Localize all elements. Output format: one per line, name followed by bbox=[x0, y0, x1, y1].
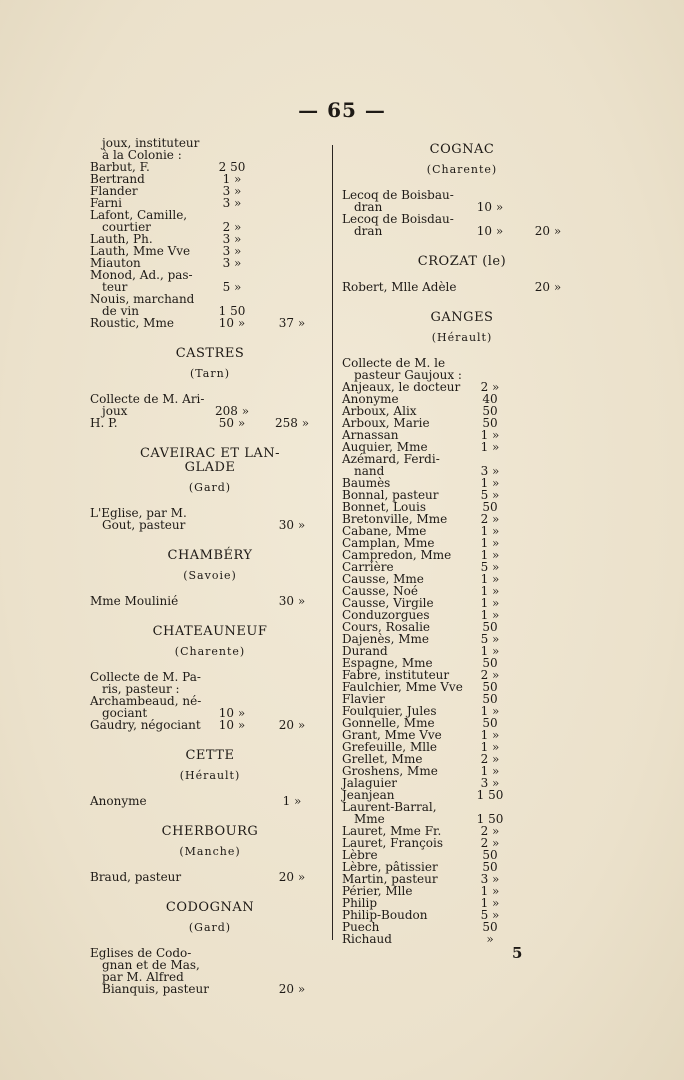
entry-row bbox=[342, 933, 582, 945]
section-title: CASTRES bbox=[175, 346, 245, 361]
section-region: (Tarn) bbox=[190, 367, 230, 380]
entry-row bbox=[90, 983, 330, 995]
entry-amount: 2 50 bbox=[218, 160, 246, 174]
entry-row bbox=[90, 417, 330, 429]
entry-subtotal: 30 » bbox=[278, 518, 306, 532]
entry-name: teur bbox=[102, 280, 128, 294]
section-region: (Hérault) bbox=[179, 769, 241, 782]
entry-amount: 2 » bbox=[480, 836, 500, 850]
entry-amount: 2 » bbox=[480, 380, 500, 394]
section-title: CAVEIRAC ET LAN- bbox=[139, 446, 281, 461]
entry-amount: 1 » bbox=[480, 596, 500, 610]
entry-name: Collecte de M. Ari- bbox=[90, 392, 205, 406]
entry-name: Bertrand bbox=[90, 172, 145, 186]
entry-amount: 2 » bbox=[480, 752, 500, 766]
entry-name: ris, pasteur : bbox=[102, 682, 180, 696]
entry-amount: 1 » bbox=[480, 548, 500, 562]
entry-row bbox=[342, 225, 582, 237]
entry-name: Martin, pasteur bbox=[342, 872, 438, 886]
entry-amount: 10 » bbox=[218, 316, 246, 330]
section-title: CHAMBÉRY bbox=[167, 548, 253, 563]
footer-number: 5 bbox=[512, 944, 523, 962]
entry-amount: 50 bbox=[482, 860, 498, 874]
entry-name: Espagne, Mme bbox=[342, 656, 433, 670]
entry-subtotal: 1 » bbox=[282, 794, 302, 808]
entry-row bbox=[90, 185, 330, 197]
entry-name: Anonyme bbox=[342, 392, 399, 406]
entry-row bbox=[342, 281, 582, 293]
entry-amount: 5 » bbox=[480, 632, 500, 646]
entry-amount: 1 50 bbox=[218, 304, 246, 318]
entry-amount: 1 » bbox=[480, 572, 500, 586]
entry-name: Archambeaud, né- bbox=[90, 694, 202, 708]
entry-amount: 10 » bbox=[476, 200, 504, 214]
entry-amount: 1 » bbox=[480, 704, 500, 718]
entry-name: gociant bbox=[102, 706, 148, 720]
section-title: CHATEAUNEUF bbox=[152, 624, 268, 639]
entry-name: Arboux, Alix bbox=[342, 404, 417, 418]
entry-name: Baumès bbox=[342, 476, 391, 490]
entry-name: Dajenès, Mme bbox=[342, 632, 429, 646]
entry-amount: 5 » bbox=[480, 488, 500, 502]
entry-subtotal: 20 » bbox=[534, 280, 562, 294]
entry-name: Jalaguier bbox=[342, 776, 398, 790]
entry-amount: 10 » bbox=[218, 718, 246, 732]
entry-name: Barbut, F. bbox=[90, 160, 150, 174]
entry-amount: 10 » bbox=[476, 224, 504, 238]
entry-name: Durand bbox=[342, 644, 388, 658]
entry-subtotal: 20 » bbox=[534, 224, 562, 238]
section-region: (Gard) bbox=[188, 481, 232, 494]
entry-name: joux, instituteur bbox=[102, 136, 200, 150]
entry-name: de vin bbox=[102, 304, 139, 318]
entry-name: dran bbox=[354, 224, 383, 238]
entry-name: Jeanjean bbox=[342, 788, 395, 802]
entry-row bbox=[342, 837, 582, 849]
entry-name: Collecte de M. Pa- bbox=[90, 670, 201, 684]
entry-name: Roustic, Mme bbox=[90, 316, 174, 330]
section-title: GANGES bbox=[430, 310, 494, 325]
entry-name: Miauton bbox=[90, 256, 141, 270]
entry-name: Carrière bbox=[342, 560, 394, 574]
entry-amount: 10 » bbox=[218, 706, 246, 720]
entry-amount: 2 » bbox=[222, 220, 242, 234]
entry-amount: 5 » bbox=[480, 560, 500, 574]
entry-name: H. P. bbox=[90, 416, 118, 430]
entry-row bbox=[90, 595, 330, 607]
section-title: CROZAT (le) bbox=[417, 254, 507, 269]
entry-name: Flander bbox=[90, 184, 138, 198]
entry-amount: 3 » bbox=[480, 776, 500, 790]
entry-amount: 2 » bbox=[480, 512, 500, 526]
entry-row bbox=[90, 519, 330, 531]
entry-name: Gonnelle, Mme bbox=[342, 716, 435, 730]
entry-name: Lauret, Mme Fr. bbox=[342, 824, 442, 838]
entry-name: Anjeaux, le docteur bbox=[342, 380, 461, 394]
entry-name: Mme bbox=[354, 812, 385, 826]
section-title: CODOGNAN bbox=[165, 900, 255, 915]
entry-amount: 3 » bbox=[480, 464, 500, 478]
entry-name: Faulchier, Mme Vve bbox=[342, 680, 463, 694]
entry-row bbox=[342, 885, 582, 897]
entry-name: Causse, Virgile bbox=[342, 596, 434, 610]
entry-name: Braud, pasteur bbox=[90, 870, 182, 884]
entry-amount: 50 bbox=[482, 404, 498, 418]
entry-name: nand bbox=[354, 464, 385, 478]
entry-subtotal: 20 » bbox=[278, 982, 306, 996]
entry-amount: 3 » bbox=[480, 872, 500, 886]
entry-amount: 1 » bbox=[480, 896, 500, 910]
entry-name: Campredon, Mme bbox=[342, 548, 452, 562]
entry-name: Farni bbox=[90, 196, 122, 210]
entry-name: Azémard, Ferdi- bbox=[342, 452, 440, 466]
entry-name: Lecoq de Boisdau- bbox=[342, 212, 454, 226]
entry-amount: 50 bbox=[482, 920, 498, 934]
entry-amount: 1 » bbox=[480, 608, 500, 622]
section-title: COGNAC bbox=[429, 142, 495, 157]
entry-row bbox=[90, 719, 330, 731]
entry-name: Grefeuille, Mlle bbox=[342, 740, 438, 754]
left-column bbox=[90, 137, 330, 995]
entry-name: Périer, Mlle bbox=[342, 884, 413, 898]
entry-amount: 1 » bbox=[480, 644, 500, 658]
entry-name: Nouis, marchand bbox=[90, 292, 195, 306]
entry-amount: 208 » bbox=[214, 404, 250, 418]
entry-amount: 50 bbox=[482, 680, 498, 694]
entry-name: Monod, Ad., pas- bbox=[90, 268, 193, 282]
section-region: (Hérault) bbox=[431, 331, 493, 344]
entry-amount: 1 50 bbox=[476, 812, 504, 826]
entry-name: Flavier bbox=[342, 692, 385, 706]
entry-name: Lèbre bbox=[342, 848, 378, 862]
entry-amount: 50 bbox=[482, 416, 498, 430]
entry-amount: 1 » bbox=[480, 728, 500, 742]
entry-amount: 1 » bbox=[480, 536, 500, 550]
entry-name: Foulquier, Jules bbox=[342, 704, 437, 718]
entry-amount: 50 bbox=[482, 656, 498, 670]
entry-amount: 40 bbox=[482, 392, 498, 406]
entry-name: Grellet, Mme bbox=[342, 752, 423, 766]
entry-name: gnan et de Mas, bbox=[102, 958, 200, 972]
entry-name: Robert, Mlle Adèle bbox=[342, 280, 457, 294]
entry-amount: 3 » bbox=[222, 196, 242, 210]
entry-name: Lèbre, pâtissier bbox=[342, 860, 438, 874]
entry-name: Conduzorgues bbox=[342, 608, 430, 622]
entry-amount: 50 bbox=[482, 716, 498, 730]
entry-name: Lecoq de Boisbau- bbox=[342, 188, 454, 202]
entry-amount: 50 bbox=[482, 500, 498, 514]
entry-name: Lafont, Camille, bbox=[90, 208, 188, 222]
entry-name: Lauret, François bbox=[342, 836, 444, 850]
entry-subtotal: 30 » bbox=[278, 594, 306, 608]
entry-name: Causse, Mme bbox=[342, 572, 424, 586]
page-number: — 65 — bbox=[298, 98, 386, 122]
section-title: CHERBOURG bbox=[161, 824, 259, 839]
entry-name: Mme Moulinié bbox=[90, 594, 179, 608]
entry-name: L'Eglise, par M. bbox=[90, 506, 187, 520]
section-title-cont: GLADE bbox=[184, 460, 236, 475]
entry-name: Richaud bbox=[342, 932, 392, 946]
entry-amount: 50 bbox=[482, 848, 498, 862]
entry-name: Philip-Boudon bbox=[342, 908, 428, 922]
entry-name: Laurent-Barral, bbox=[342, 800, 437, 814]
entry-name: Puech bbox=[342, 920, 380, 934]
entry-row bbox=[90, 795, 330, 807]
entry-amount: » bbox=[486, 932, 494, 946]
entry-amount: 1 » bbox=[480, 740, 500, 754]
right-column bbox=[342, 137, 582, 945]
entry-name: Arboux, Marie bbox=[342, 416, 430, 430]
entry-amount: 1 » bbox=[480, 884, 500, 898]
entry-name: Bretonville, Mme bbox=[342, 512, 448, 526]
entry-subtotal: 258 » bbox=[274, 416, 310, 430]
entry-name: par M. Alfred bbox=[102, 970, 184, 984]
entry-amount: 2 » bbox=[480, 668, 500, 682]
entry-amount: 3 » bbox=[222, 232, 242, 246]
entry-name: Causse, Noé bbox=[342, 584, 418, 598]
entry-name: Bianquis, pasteur bbox=[102, 982, 209, 996]
section-title: CETTE bbox=[185, 748, 235, 763]
section-region: (Gard) bbox=[188, 921, 232, 934]
section-region: (Manche) bbox=[179, 845, 241, 858]
entry-name: Cours, Rosalie bbox=[342, 620, 431, 634]
entry-name: Lauth, Mme Vve bbox=[90, 244, 191, 258]
entry-amount: 1 50 bbox=[476, 788, 504, 802]
entry-subtotal: 37 » bbox=[278, 316, 306, 330]
entry-row bbox=[90, 871, 330, 883]
entry-amount: 5 » bbox=[222, 280, 242, 294]
entry-row bbox=[90, 317, 330, 329]
entry-amount: 1 » bbox=[480, 584, 500, 598]
entry-name: Fabre, instituteur bbox=[342, 668, 450, 682]
entry-name: à la Colonie : bbox=[102, 148, 182, 162]
entry-subtotal: 20 » bbox=[278, 870, 306, 884]
entry-amount: 1 » bbox=[480, 440, 500, 454]
entry-name: Bonnal, pasteur bbox=[342, 488, 439, 502]
entry-name: Auquier, Mme bbox=[342, 440, 428, 454]
entry-name: Anonyme bbox=[90, 794, 147, 808]
entry-name: Bonnet, Louis bbox=[342, 500, 426, 514]
entry-amount: 5 » bbox=[480, 908, 500, 922]
entry-name: courtier bbox=[102, 220, 151, 234]
entry-amount: 50 » bbox=[218, 416, 246, 430]
entry-amount: 50 bbox=[482, 620, 498, 634]
section-region: (Charente) bbox=[426, 163, 498, 176]
entry-name: Arnassan bbox=[342, 428, 399, 442]
entry-amount: 1 » bbox=[480, 764, 500, 778]
entry-name: Groshens, Mme bbox=[342, 764, 438, 778]
entry-name: Cabane, Mme bbox=[342, 524, 427, 538]
entry-name: Gout, pasteur bbox=[102, 518, 186, 532]
entry-name: Grant, Mme Vve bbox=[342, 728, 442, 742]
entry-amount: 1 » bbox=[480, 428, 500, 442]
entry-subtotal: 20 » bbox=[278, 718, 306, 732]
entry-amount: 3 » bbox=[222, 184, 242, 198]
column-divider bbox=[332, 145, 333, 940]
entry-name: Camplan, Mme bbox=[342, 536, 435, 550]
entry-amount: 2 » bbox=[480, 824, 500, 838]
entry-amount: 1 » bbox=[480, 524, 500, 538]
entry-name: Lauth, Ph. bbox=[90, 232, 153, 246]
entry-name: dran bbox=[354, 200, 383, 214]
entry-name: Eglises de Codo- bbox=[90, 946, 192, 960]
entry-amount: 3 » bbox=[222, 244, 242, 258]
entry-name: joux bbox=[102, 404, 128, 418]
section-region: (Charente) bbox=[174, 645, 246, 658]
section-region: (Savoie) bbox=[183, 569, 237, 582]
entry-name: Gaudry, négociant bbox=[90, 718, 201, 732]
entry-amount: 1 » bbox=[222, 172, 242, 186]
entry-amount: 50 bbox=[482, 692, 498, 706]
entry-name: pasteur Gaujoux : bbox=[354, 368, 462, 382]
entry-amount: 1 » bbox=[480, 476, 500, 490]
entry-name: Philip bbox=[342, 896, 377, 910]
entry-name: Collecte de M. le bbox=[342, 356, 446, 370]
entry-amount: 3 » bbox=[222, 256, 242, 270]
